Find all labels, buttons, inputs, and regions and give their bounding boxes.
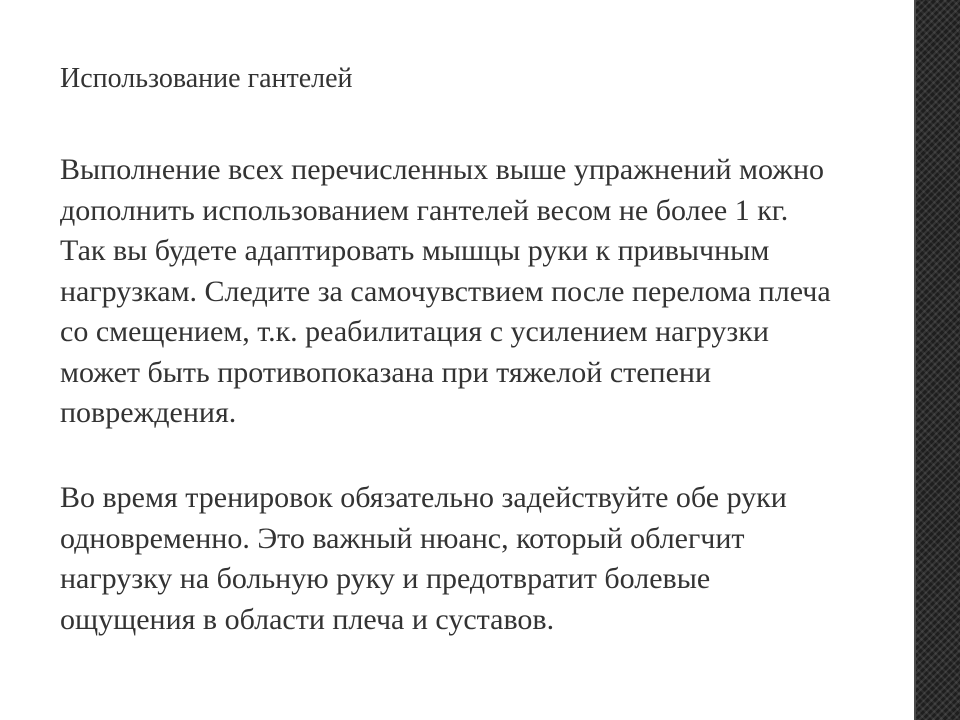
body-paragraph-both-arms: Во время тренировок обязательно задействуйте обе руки одновременно. Это важный нюанс, который облегчит нагрузку на больную руку и предотвратит болевые ощущения в области плеча и суставов.	[60, 481, 787, 636]
slide-title: Использование гантелей	[60, 63, 353, 94]
decorative-side-band	[916, 0, 960, 720]
body-paragraph-dumbbells: Выполнение всех перечисленных выше упражнений можно дополнить использованием гантелей весом не более 1 кг. Так вы будете адаптировать мышцы руки к привычным нагрузкам. Следите за самочувствием после перелома плеча со смещением, т.к. реабилитация с усилением нагрузки может быть противопоказана при тяжелой степени повреждения.	[60, 153, 831, 429]
